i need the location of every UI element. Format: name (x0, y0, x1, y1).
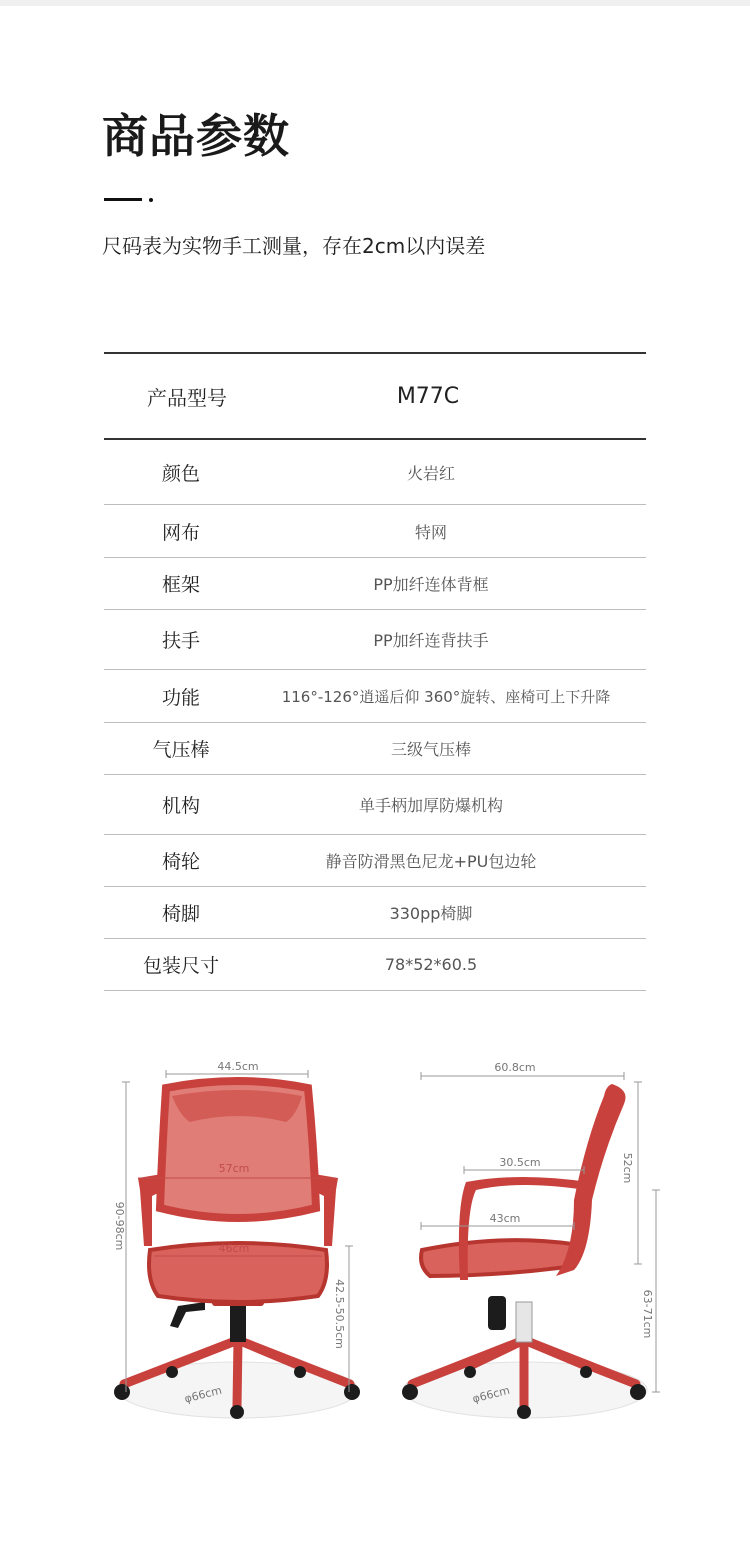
spec-key: 机构 (161, 795, 200, 817)
spec-row-frame (104, 558, 646, 610)
seat (421, 1240, 574, 1276)
chair-illustrations (0, 1040, 750, 1440)
top-bar (0, 0, 750, 6)
spec-row-casters (104, 835, 646, 887)
spec-key: 包装尺寸 (142, 955, 219, 977)
chair-dimension-figure (0, 1040, 750, 1440)
spec-value: 116°-126°逍遥后仰 360°旋转、座椅可上下升降 (281, 687, 611, 706)
spec-value: 特网 (414, 522, 447, 542)
front-base-label: φ66cm (183, 1383, 224, 1406)
spec-key: 气压棒 (152, 739, 210, 761)
front-width-label: 44.5cm (217, 1060, 259, 1073)
spec-row-base (104, 887, 646, 939)
spec-row-function (104, 670, 646, 723)
spec-value: 静音防滑黑色尼龙+PU包边轮 (325, 852, 537, 871)
spec-key: 扶手 (161, 630, 200, 652)
front-seat-height-label: 42.5-50.5cm (333, 1279, 346, 1349)
title-underline (104, 198, 142, 201)
spec-key: 功能 (161, 686, 200, 709)
front-arm-width-label: 57cm (218, 1162, 250, 1175)
spec-value: PP加纤连体背框 (373, 575, 489, 594)
side-base-label: φ66cm (471, 1383, 512, 1406)
side-view (402, 1061, 660, 1419)
spec-value: 单手柄加厚防爆机构 (358, 796, 503, 815)
title-dot (149, 198, 153, 202)
lever-knob (488, 1296, 506, 1330)
spec-value: 78*52*60.5 (384, 955, 478, 974)
model-label: 产品型号 (147, 385, 227, 410)
measurement-note: 尺码表为实物手工测量，存在2cm以内误差 (102, 234, 486, 258)
spec-key: 椅脚 (161, 903, 200, 925)
spec-value: PP加纤连背扶手 (373, 631, 489, 650)
side-seat-depth-label: 43cm (489, 1212, 521, 1225)
spec-key: 颜色 (161, 462, 200, 485)
spec-row-mesh (104, 505, 646, 558)
spec-row-color (104, 440, 646, 505)
gas-lift (516, 1302, 532, 1342)
spec-row-armrest (104, 610, 646, 670)
front-seat-width-label: 46cm (218, 1242, 250, 1255)
side-arm-height-label: 63-71cm (641, 1289, 654, 1339)
side-arm-depth-label: 30.5cm (499, 1156, 541, 1169)
front-total-height-label: 90-98cm (113, 1201, 126, 1251)
spec-table-header (104, 352, 646, 440)
spec-value: 三级气压棒 (390, 740, 471, 759)
spec-key: 框架 (161, 574, 200, 596)
front-view (113, 1060, 360, 1419)
spec-row-mechanism (104, 775, 646, 835)
spec-value: 火岩红 (406, 463, 455, 483)
page-title: 商品参数 (102, 109, 290, 163)
spec-key: 椅轮 (161, 851, 200, 873)
gas-lift (230, 1302, 246, 1342)
spec-value: 330pp椅脚 (389, 904, 473, 923)
side-back-height-label: 52cm (621, 1152, 634, 1184)
model-value: M77C (396, 383, 460, 409)
spec-table (104, 352, 646, 991)
spec-row-package (104, 939, 646, 991)
spec-key: 网布 (161, 521, 200, 544)
side-depth-label: 60.8cm (494, 1061, 536, 1074)
lever (170, 1302, 205, 1328)
spec-row-gas-lift (104, 723, 646, 775)
